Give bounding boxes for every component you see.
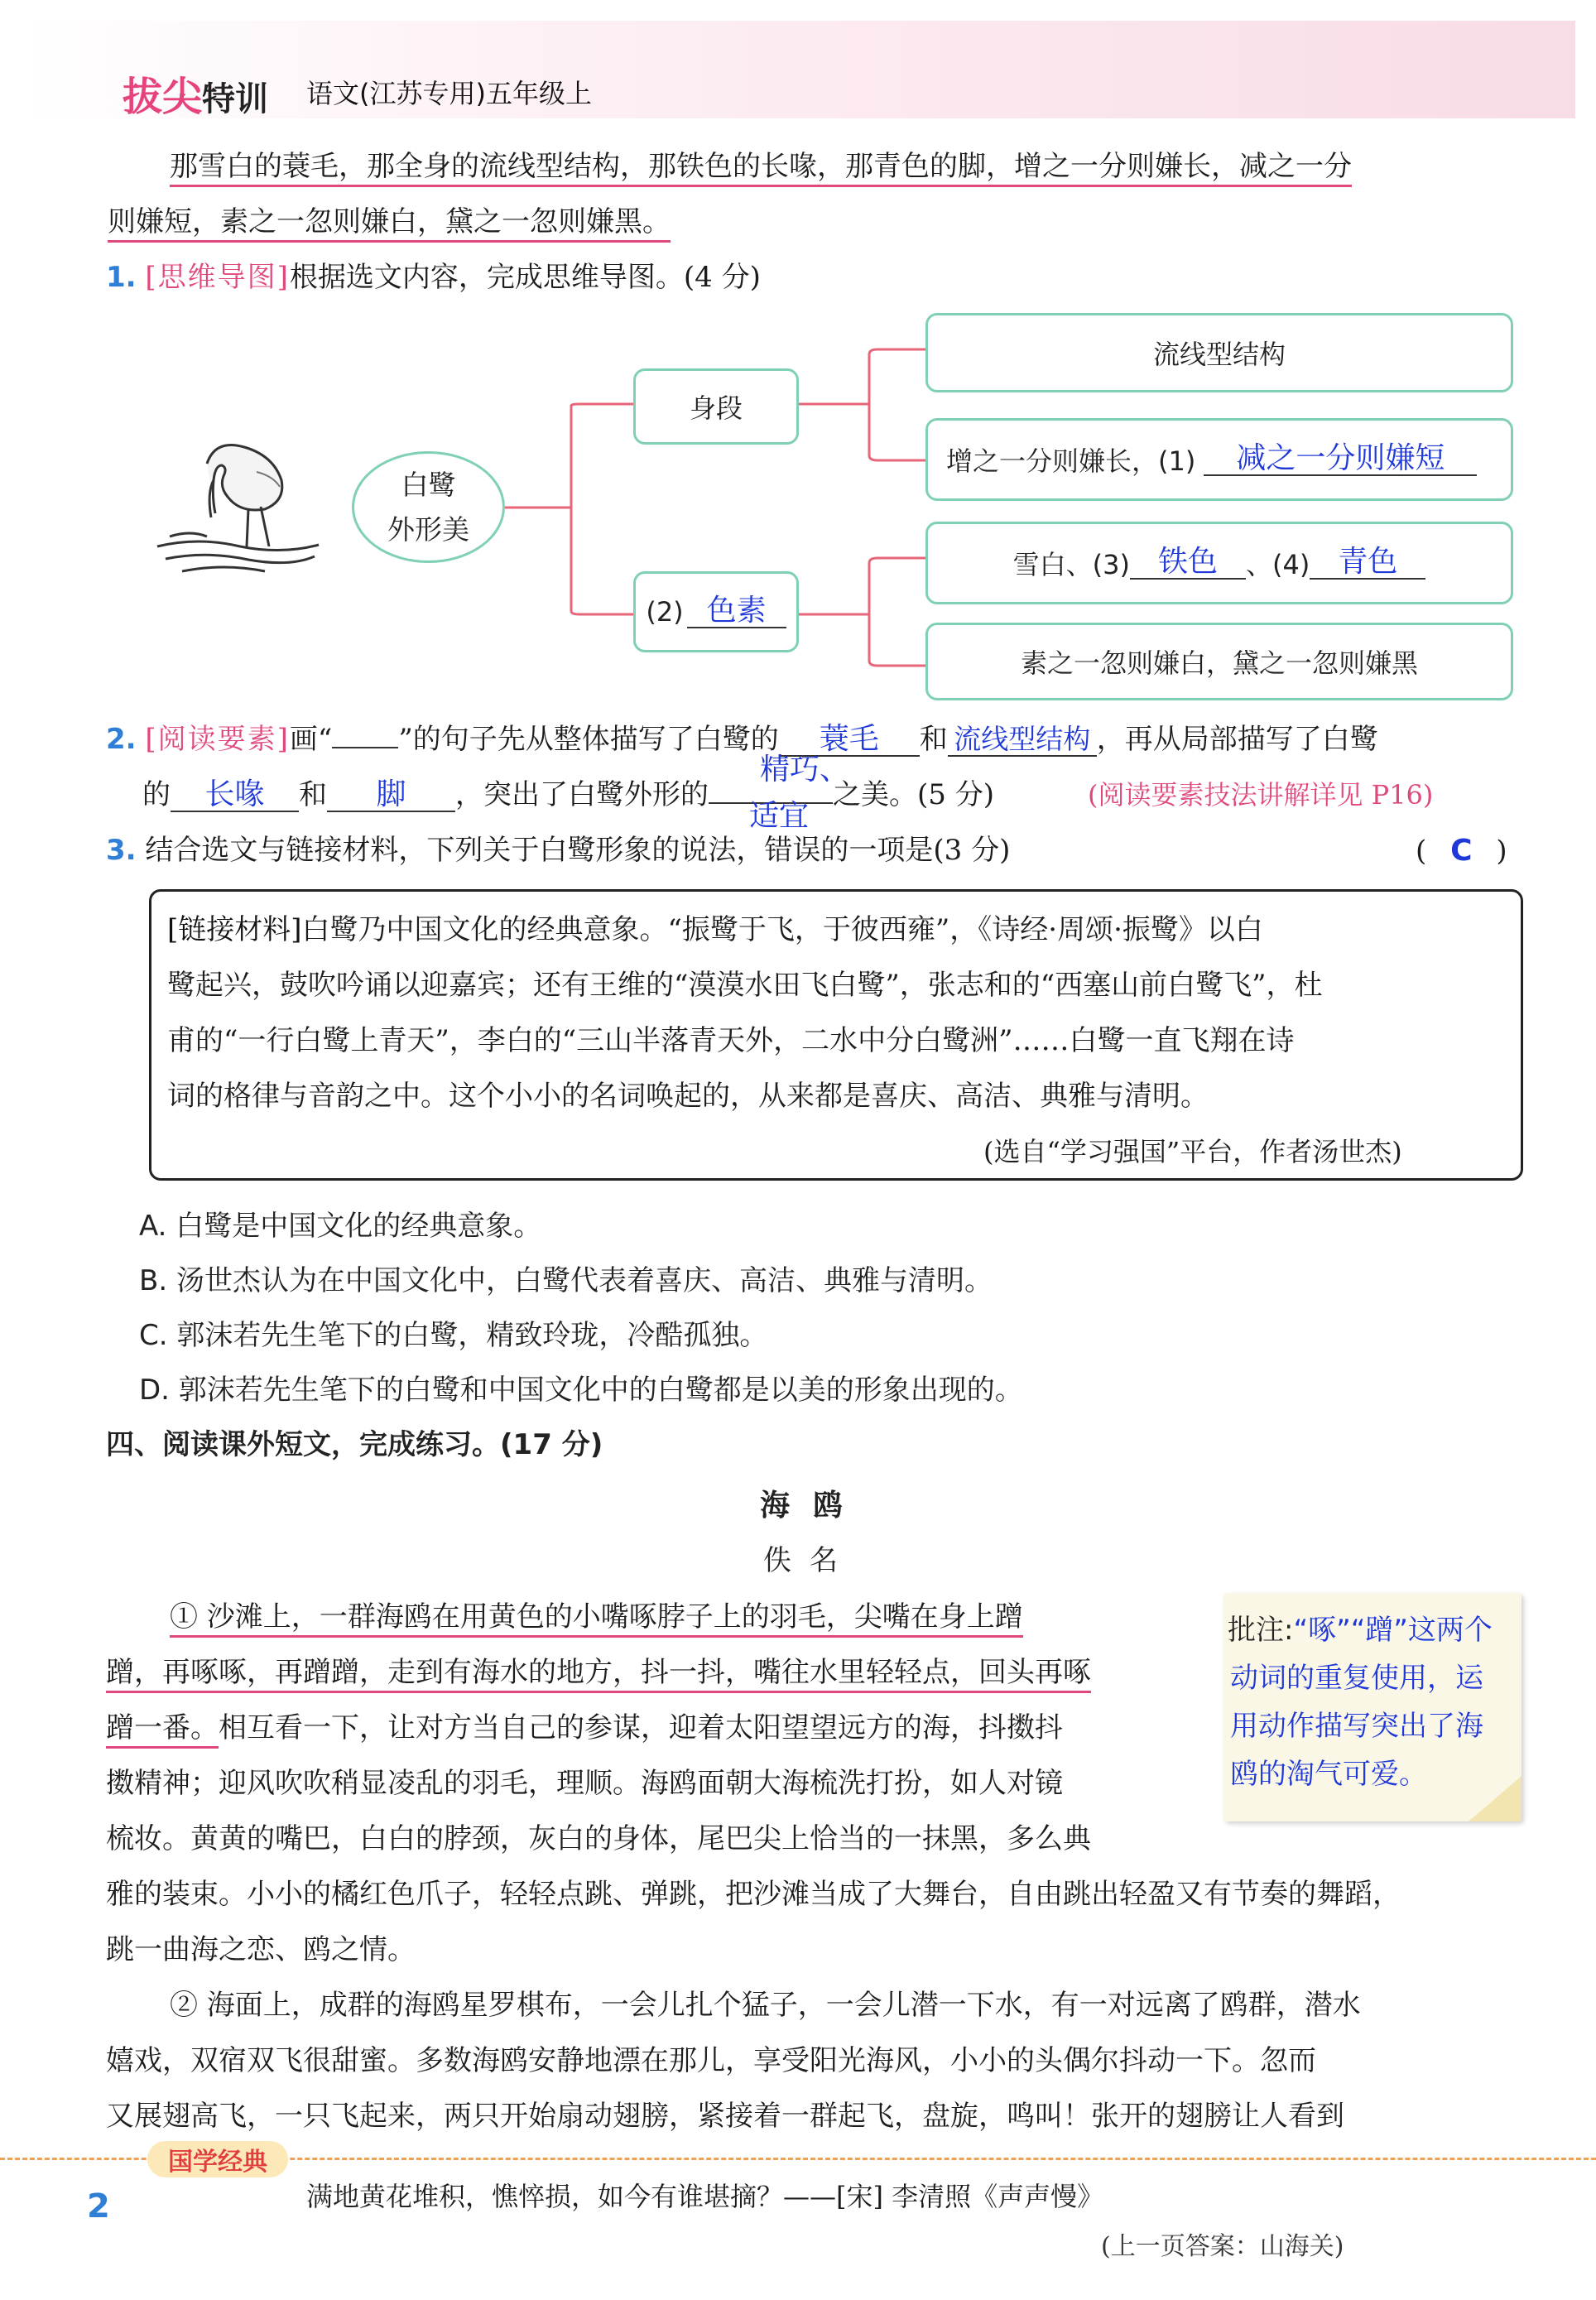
link-line-1-text: 白鹭乃中国文化的经典意象。“振鹭于飞，于彼西雍”，《诗经·周颂·振鹭》以白 bbox=[301, 913, 1263, 946]
q1-text: 根据选文内容，完成思维导图。(4 分) bbox=[289, 261, 761, 294]
q2-blank-c bbox=[171, 779, 299, 812]
note-line-4: 鸥的淘气可爱。 bbox=[1230, 1758, 1427, 1791]
note-line-1 bbox=[1228, 1606, 1493, 1654]
note-text-1: “啄”“蹭”这两个 bbox=[1293, 1614, 1493, 1647]
brand-part-b: 特训 bbox=[202, 80, 269, 118]
q2-line-1 bbox=[106, 712, 1378, 767]
p1-line-2: 蹭，再啄啄，再蹭蹭，走到有海水的地方，抖一抖，嘴往水里轻轻点，回头再啄 bbox=[106, 1645, 1091, 1701]
link-line-3: 甫的“一行白鹭上青天”，李白的“三山半落青天外，二水中分白鹭洲”……白鹭一直飞翔在诗 bbox=[167, 1024, 1295, 1057]
passage-author: 佚名 bbox=[763, 1544, 856, 1577]
q3-text: 结合选文与链接材料，下列关于白鹭形象的说法，错误的一项是(3 分) bbox=[145, 834, 1011, 867]
answer-4: 青色 bbox=[1338, 545, 1398, 579]
q3-paren-close: ) bbox=[1496, 835, 1507, 868]
q3-prompt bbox=[106, 823, 1010, 878]
leaf-3-mid: 、(4) bbox=[1246, 549, 1310, 580]
q2-t8: 之美。(5 分) bbox=[833, 778, 994, 811]
footer-prev-answer: (上一页答案：山海关) bbox=[1101, 2232, 1344, 2261]
link-line-4: 词的格律与音韵之中。这个小小的名词唤起的，从来都是喜庆、高洁、典雅与清明。 bbox=[167, 1080, 1209, 1113]
q2-t7: ，突出了白鹭外形的 bbox=[455, 778, 709, 811]
q2-answer-b: 流线型结构 bbox=[954, 723, 1091, 755]
p1-line-4: 擞精神；迎风吹吹稍显凌乱的羽毛，理顺。海鸥面朝大海梳洗打扮，如人对镜 bbox=[106, 1767, 1063, 1800]
note-line-3: 用动作描写突出了海 bbox=[1230, 1710, 1483, 1743]
subject-label: 语文(江苏专用)五年级上 bbox=[306, 78, 592, 109]
q2-t6: 和 bbox=[299, 778, 327, 811]
option-b: B. 汤世杰认为在中国文化中，白鹭代表着喜庆、高洁、典雅与清明。 bbox=[139, 1264, 993, 1297]
mindmap-root-line-2: 外形美 bbox=[387, 512, 469, 546]
answer-1-blank bbox=[1204, 443, 1477, 476]
q2-blank-d bbox=[327, 779, 455, 812]
brand-part-a: 拔尖 bbox=[123, 74, 203, 120]
q2-t1: 画“ bbox=[289, 723, 333, 756]
q1-tag: [思维导图] bbox=[145, 261, 290, 294]
answer-3-blank bbox=[1130, 546, 1246, 580]
q2-answer-e-line-1: 精巧、 bbox=[760, 753, 850, 787]
p1-line-3: 蹭一番。相互看一下，让对方当自己的参谋，迎着太阳望望远方的海，抖擞抖 bbox=[106, 1701, 1063, 1756]
option-a: A. 白鹭是中国文化的经典意象。 bbox=[139, 1210, 542, 1243]
answer-3: 铁色 bbox=[1157, 545, 1218, 579]
mindmap-branch-body: 身段 bbox=[633, 368, 799, 445]
q2-answer-d: 脚 bbox=[376, 777, 406, 811]
link-line-2: 鹭起兴，鼓吹吟诵以迎嘉宾；还有王维的“漠漠水田飞白鹭”，张志和的“西塞山前白鹭飞”，杜 bbox=[167, 969, 1323, 1002]
link-line-1 bbox=[167, 902, 1263, 958]
q2-blank-a bbox=[779, 724, 920, 757]
option-d: D. 郭沫若先生笔下的白鹭和中国文化中的白鹭都是以美的形象出现的。 bbox=[139, 1374, 1023, 1407]
q2-answer-c: 长喙 bbox=[204, 777, 265, 811]
mindmap-leaf-colors bbox=[925, 522, 1513, 604]
mindmap-root bbox=[352, 451, 505, 563]
q2-t2: ”的句子先从整体描写了白鹭的 bbox=[398, 723, 779, 756]
footer-quote: 满地黄花堆积，憔悴损，如今有谁堪摘？——[宋] 李清照《声声慢》 bbox=[306, 2181, 1104, 2212]
mindmap-root-line-1: 白鹭 bbox=[401, 468, 456, 501]
brand-logo bbox=[123, 65, 268, 122]
mindmap-branch-color bbox=[633, 571, 799, 652]
branch-2-prefix: (2) bbox=[646, 596, 684, 628]
q3-answer-paren bbox=[1416, 823, 1507, 879]
q2-t3: 和 bbox=[919, 723, 948, 756]
q2-line-2 bbox=[142, 767, 994, 823]
q3-number: 3. bbox=[106, 834, 137, 867]
note-line-2: 动词的重复使用，运 bbox=[1230, 1662, 1483, 1695]
page-number: 2 bbox=[87, 2187, 110, 2225]
link-tag: [链接材料] bbox=[167, 913, 302, 946]
q2-tag: [阅读要素] bbox=[145, 723, 290, 756]
mindmap-leaf-shade: 素之一忽则嫌白，黛之一忽则嫌黑 bbox=[925, 623, 1513, 700]
note-folded-corner bbox=[1469, 1776, 1521, 1821]
p1-line-1: ① 沙滩上，一群海鸥在用黄色的小嘴啄脖子上的羽毛，尖嘴在身上蹭 bbox=[170, 1590, 1023, 1645]
q2-number: 2. bbox=[106, 723, 137, 756]
option-c: C. 郭沫若先生笔下的白鹭，精致玲珑，冷酷孤独。 bbox=[139, 1319, 768, 1352]
section-4-heading: 四、阅读课外短文，完成练习。(17 分) bbox=[106, 1428, 603, 1461]
q3-paren-open: ( bbox=[1416, 835, 1427, 868]
link-source: (选自“学习强国”平台，作者汤世杰) bbox=[983, 1136, 1402, 1167]
intro-line-2: 则嫌短，素之一忽则嫌白，黛之一忽则嫌黑。 bbox=[108, 195, 671, 250]
mindmap-leaf-streamline: 流线型结构 bbox=[925, 313, 1513, 392]
answer-4-blank bbox=[1310, 546, 1425, 580]
mindmap-leaf-length bbox=[925, 418, 1513, 501]
q2-t5: 的 bbox=[142, 778, 171, 811]
answer-2-blank bbox=[687, 595, 786, 628]
leaf-2-prefix: 增之一分则嫌长，(1) bbox=[946, 445, 1196, 477]
heron-illustration bbox=[149, 431, 327, 580]
q2-underline-blank bbox=[332, 747, 398, 748]
q1-prompt bbox=[106, 250, 761, 306]
intro-line-1: 那雪白的蓑毛，那全身的流线型结构，那铁色的长喙，那青色的脚，增之一分则嫌长，减之一分 bbox=[170, 139, 1352, 195]
q3-answer: C bbox=[1450, 834, 1473, 868]
q2-answer-a: 蓑毛 bbox=[819, 722, 879, 756]
footer-tag: 国学经典 bbox=[147, 2141, 288, 2177]
q2-t4: ，再从局部描写了白鹭 bbox=[1096, 723, 1378, 756]
p1-line-5: 梳妆。黄黄的嘴巴，白白的脖颈，灰白的身体，尾巴尖上恰当的一抹黑，多么典 bbox=[106, 1822, 1091, 1855]
p2-line-2: 嬉戏，双宿双飞很甜蜜。多数海鸥安静地漂在那儿，享受阳光海风，小小的头偶尔抖动一下。忽而 bbox=[106, 2044, 1316, 2077]
q2-blank-b bbox=[948, 724, 1097, 757]
p1-line-6: 雅的装束。小小的橘红色爪子，轻轻点跳、弹跳，把沙滩当成了大舞台，自由跳出轻盈又有节奏的舞蹈， bbox=[106, 1878, 1401, 1911]
answer-2: 色素 bbox=[706, 594, 767, 628]
q2-hint: (阅读要素技法讲解详见 P16) bbox=[1088, 779, 1434, 811]
p1-line-7: 跳一曲海之恋、鸥之情。 bbox=[106, 1933, 416, 1966]
leaf-3-prefix: 雪白、(3) bbox=[1012, 549, 1130, 580]
passage-title: 海鸥 bbox=[760, 1489, 867, 1523]
note-label: 批注: bbox=[1228, 1614, 1294, 1647]
p2-line-1: ② 海面上，成群的海鸥星罗棋布，一会儿扎个猛子，一会儿潜一下水，有一对远离了鸥群，潜水 bbox=[170, 1989, 1361, 2022]
q1-number: 1. bbox=[106, 261, 137, 294]
q2-answer-e-line-2: 适宜 bbox=[749, 799, 810, 833]
p2-line-3: 又展翅高飞，一只飞起来，两只开始扇动翅膀，紧接着一群起飞，盘旋，鸣叫！张开的翅膀让人看到 bbox=[106, 2100, 1344, 2133]
answer-1: 减之一分则嫌短 bbox=[1236, 441, 1445, 475]
